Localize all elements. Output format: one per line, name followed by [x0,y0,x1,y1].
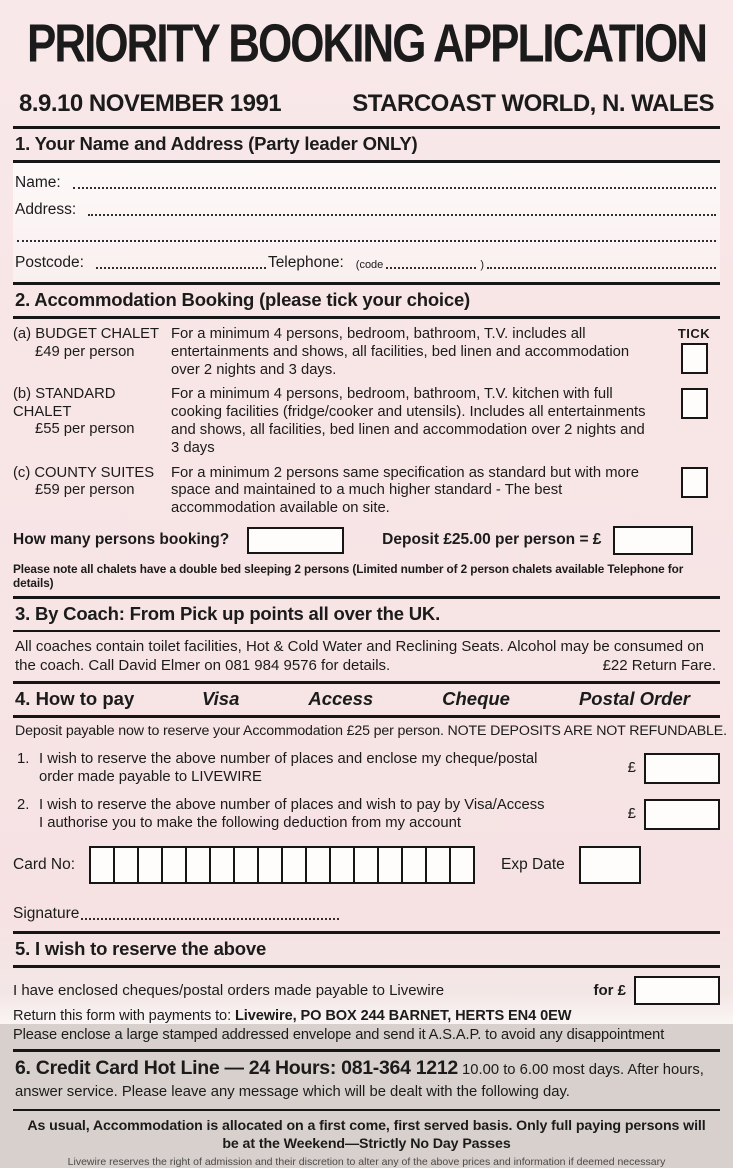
persons-booking-row [13,526,720,555]
signature-line[interactable] [81,906,339,920]
chalet-note: Please note all chalets have a double bed sleeping 2 persons (Limited number of 2 person chalets available Telephone for details) [13,561,684,590]
option-a-tick-checkbox[interactable] [681,343,708,374]
postcode-input-line[interactable] [96,255,266,269]
hotline-hours-text: 10.00 to 6.00 most days. After hours, answer service. Please leave any message which will be dealt with the following day. [15,1061,704,1100]
telephone-code-close: ) [480,259,484,271]
page-title: PRIORITY BOOKING APPLICATION [26,14,706,74]
deposit-label: Deposit £25.00 per person = £ [382,531,602,549]
card-digit-cell[interactable] [281,846,307,884]
item-2-line-2: I authorise you to make the following deduction from my account [39,815,461,832]
address-label: Address: [15,201,77,218]
item-1-line-1: I wish to reserve the above number of places and enclose my cheque/postal [39,750,538,767]
name-row [15,174,718,192]
postcode-telephone-row [15,254,718,272]
option-a-price: £49 per person [35,343,135,360]
name-label: Name: [15,174,61,191]
deposit-total-field[interactable] [613,526,693,555]
option-c-price: £59 per person [35,482,135,499]
section3-heading: 3. By Coach: From Pick up points all over the UK. [13,599,720,632]
item-1-text [39,750,620,787]
for-pound-label: for £ [593,981,626,999]
return-prefix: Return this form with payments to: [13,1007,235,1024]
card-digit-cell[interactable] [233,846,259,884]
card-digit-cell[interactable] [353,846,379,884]
option-c-description: For a minimum 2 persons same specification as standard but with more space and maintained to a much higher standard - The best accommodation available on site. [171,464,639,517]
item-2-number: 2. [17,796,30,813]
persons-question-label: How many persons booking? [13,531,230,549]
return-address: Livewire, PO BOX 244 BARNET, HERTS EN4 0EW [234,1007,572,1024]
option-c-tick-area [668,465,720,518]
telephone-code-open: (code [355,259,384,271]
item-1-number: 1. [17,750,30,767]
telephone-input-line[interactable] [487,255,716,269]
option-budget-chalet-row [13,326,720,379]
method-postal-order: Postal Order [578,687,690,709]
item-2-amount-area [620,796,720,833]
item-1-amount-area [620,750,720,787]
event-dates: 8.9.10 NOVEMBER 1991 [19,90,282,117]
coach-details-text: All coaches contain toilet facilities, Hot & Cold Water and Reclining Seats. Alcohol may be consumed on the coach. Call David Elmer on 081 984 9576 for details. [15,637,704,674]
envelope-instruction: Please enclose a large stamped addressed envelope and send it A.S.A.P. to avoid any disappointment [13,1026,665,1043]
signature-row [13,905,720,923]
option-b-label [13,386,171,457]
event-subtitle [13,76,720,118]
pound-sign: £ [627,759,636,777]
payment-option-1-row [13,750,720,787]
card-number-label: Card No: [13,855,76,873]
signature-label: Signature [13,904,80,922]
section4-heading: 4. How to pay [15,687,135,709]
event-venue: STARCOAST WORLD, N. WALES [352,90,714,117]
name-address-panel [13,163,720,282]
card-digit-cell[interactable] [257,846,283,884]
deposit-notice: Deposit payable now to reserve your Accommodation £25 per person. NOTE DEPOSITS ARE NOT REFUNDABLE. [15,722,727,739]
address-row [15,201,718,219]
item-2-line-1: I wish to reserve the above number of places and wish to pay by Visa/Access [39,796,545,813]
option-standard-chalet-row [13,386,720,457]
card-digit-cell[interactable] [209,846,235,884]
pound-sign: £ [627,805,636,823]
item-2-text [39,796,620,833]
enclosed-row [13,976,720,1005]
card-number-row [13,846,720,884]
coach-fare: £22 Return Fare. [602,656,716,674]
persons-count-field[interactable] [247,527,344,554]
option-county-suites-row [13,465,720,518]
telephone-code-line[interactable] [386,255,476,269]
option-c-tick-checkbox[interactable] [681,467,708,498]
card-digit-cell[interactable] [305,846,331,884]
option-b-name: (b) STANDARD CHALET [13,386,116,420]
address-input-line[interactable] [88,202,716,216]
section2-heading: 2. Accommodation Booking (please tick your choice) [13,285,720,319]
exp-date-label: Exp Date [501,855,565,873]
card-digit-cell[interactable] [113,846,139,884]
hotline-section [13,1052,720,1109]
option-c-label [13,465,171,518]
postcode-label: Postcode: [15,254,84,271]
return-address-line [13,1008,720,1024]
section4-heading-row [13,684,720,718]
option-c-name: (c) COUNTY SUITES [13,464,155,481]
exp-date-field[interactable] [579,846,641,884]
fine-print: Livewire reserves the right of admission and their discretion to alter any of the above prices and information if deemed necessary [67,1155,666,1168]
option-b-description: For a minimum 4 persons, bedroom, bathroom, T.V. kitchen with full cooking facilities (fridge/cooker and utensils). Includes all entertainments and shows, all facilities, bed linen and accommodation over 2 nights and 3 days [171,386,646,456]
method-visa: Visa [202,687,240,709]
address-input-line-2[interactable] [17,228,716,242]
allocation-notice: As usual, Accommodation is allocated on a first come, first served basis. Only full paying persons will be at the Weekend—Strictly No Day Passes [27,1117,706,1152]
telephone-label: Telephone: [267,254,344,271]
section1-heading: 1. Your Name and Address (Party leader ONLY) [13,129,720,163]
card-digit-cell[interactable] [89,846,115,884]
card-digit-cell[interactable] [329,846,355,884]
card-digit-cell[interactable] [137,846,163,884]
card-number-field[interactable] [89,846,475,884]
option-a-tick-area [668,326,720,379]
card-digit-cell[interactable] [377,846,403,884]
option-b-price: £55 per person [35,421,135,438]
option-a-description: For a minimum 4 persons, bedroom, bathroom, T.V. includes all entertainments and shows, all facilities, bed linen and accommodation over 2 nights and 3 days. [171,326,630,378]
section5-heading: 5. I wish to reserve the above [13,934,720,968]
payment-option-2-row [13,796,720,833]
card-digit-cell[interactable] [161,846,187,884]
name-input-line[interactable] [73,175,716,189]
item-1-line-2: order made payable to LIVEWIRE [39,769,262,786]
option-a-name: (a) BUDGET CHALET [13,326,160,342]
card-digit-cell[interactable] [449,846,475,884]
card-digit-cell[interactable] [185,846,211,884]
section6-heading: 6. Credit Card Hot Line — 24 Hours: 081-364 1212 [15,1056,458,1079]
card-amount-field[interactable] [644,799,720,830]
method-access: Access [308,687,374,709]
enclosed-amount-field[interactable] [634,976,720,1005]
card-digit-cell[interactable] [425,846,451,884]
payment-methods [190,688,718,710]
card-digit-cell[interactable] [401,846,427,884]
coach-info [13,632,720,681]
option-b-tick-checkbox[interactable] [681,388,708,419]
tick-column-label: TICK [677,326,711,341]
enclosed-text: I have enclosed cheques/postal orders made payable to Livewire [13,981,445,999]
option-a-label [13,326,171,379]
cheque-amount-field[interactable] [644,753,720,784]
address-row-2 [15,228,718,245]
option-b-tick-area [668,386,720,457]
method-cheque: Cheque [442,687,510,709]
divider [13,1109,720,1111]
